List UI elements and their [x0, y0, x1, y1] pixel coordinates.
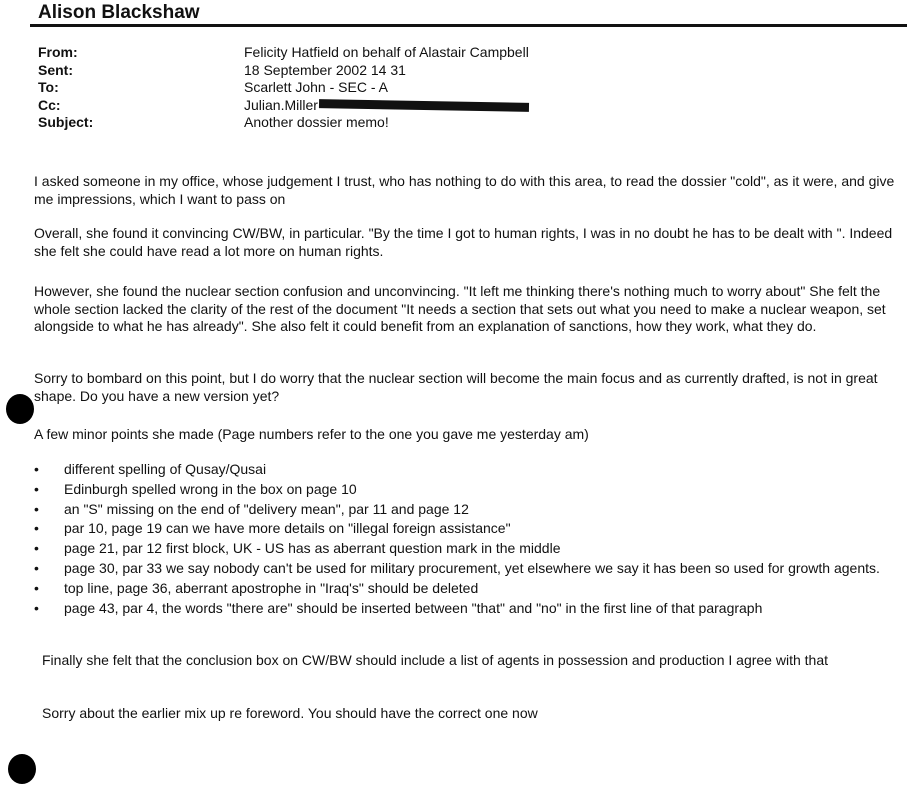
list-item: • top line, page 36, aberrant apostrophe in "Iraq's" should be deleted — [34, 579, 902, 599]
list-item: • Edinburgh spelled wrong in the box on page 10 — [34, 480, 902, 500]
list-item: • page 30, par 33 we say nobody can't be used for military procurement, yet elsewhere we say it has been so used for growth agents. — [34, 559, 902, 579]
subject-label: Subject: — [38, 114, 94, 130]
subject-value: Another dossier memo! — [244, 114, 389, 130]
paragraph-5: A few minor points she made (Page numbers refer to the one you gave me yesterday am) — [34, 426, 589, 442]
paragraph-1: I asked someone in my office, whose judgement I trust, who has nothing to do with this area, to read the dossier "cold", as it were, and give me impressions, which I want to pass on — [34, 173, 895, 207]
cc-value: Julian.Miller — [244, 96, 318, 113]
list-item: • page 21, par 12 first block, UK - US has as aberrant question mark in the middle — [34, 539, 902, 559]
to-row — [38, 79, 529, 97]
paragraph-3: However, she found the nuclear section confusion and unconvincing. "It left me thinking there's nothing much to worry about" She felt the whole section lacked the clarity of the rest of the document "It needs a section that sets out what you need to make a nuclear weapon, set alongside to what he has already". She also felt it could benefit from an explanation of sanctions, how they work, what they do. — [34, 283, 886, 334]
punch-hole-icon — [6, 394, 34, 424]
from-label: From: — [38, 44, 78, 60]
redaction-bar — [319, 99, 529, 112]
paragraph-6: Finally she felt that the conclusion box on CW/BW should include a list of agents in possession and production I agree with that — [42, 652, 828, 668]
title-rule — [30, 24, 907, 27]
subject-row — [38, 114, 529, 132]
paragraph-7: Sorry about the earlier mix up re foreword. You should have the correct one now — [42, 705, 538, 721]
list-item: • par 10, page 19 can we have more details on "illegal foreign assistance" — [34, 519, 902, 539]
from-row — [38, 44, 529, 62]
cc-row — [38, 97, 529, 115]
list-item: • page 43, par 4, the words "there are" should be inserted between "that" and "no" in the first line of that paragraph — [34, 599, 902, 619]
email-header — [38, 44, 529, 132]
minor-points-list — [34, 460, 902, 618]
document-title: Alison Blackshaw — [38, 2, 200, 23]
paragraph-4: Sorry to bombard on this point, but I do worry that the nuclear section will become the main focus and as currently drafted, is not in great shape. Do you have a new version yet? — [34, 370, 878, 404]
list-item: • an "S" missing on the end of "delivery mean", par 11 and page 12 — [34, 500, 902, 520]
punch-hole-icon — [8, 754, 36, 784]
cc-value-wrap — [244, 97, 529, 115]
from-value: Felicity Hatfield on behalf of Alastair Campbell — [244, 44, 529, 60]
to-label: To: — [38, 79, 59, 95]
list-item: • different spelling of Qusay/Qusai — [34, 460, 902, 480]
paragraph-2: Overall, she found it convincing CW/BW, in particular. "By the time I got to human rights, I was in no doubt he has to be dealt with ". Indeed she felt she could have read a lot more on human rights. — [34, 225, 893, 259]
sent-value: 18 September 2002 14 31 — [244, 61, 406, 78]
sent-label: Sent: — [38, 61, 73, 78]
sent-row — [38, 62, 529, 80]
cc-label: Cc: — [38, 96, 61, 113]
to-value: Scarlett John - SEC - A — [244, 79, 388, 95]
